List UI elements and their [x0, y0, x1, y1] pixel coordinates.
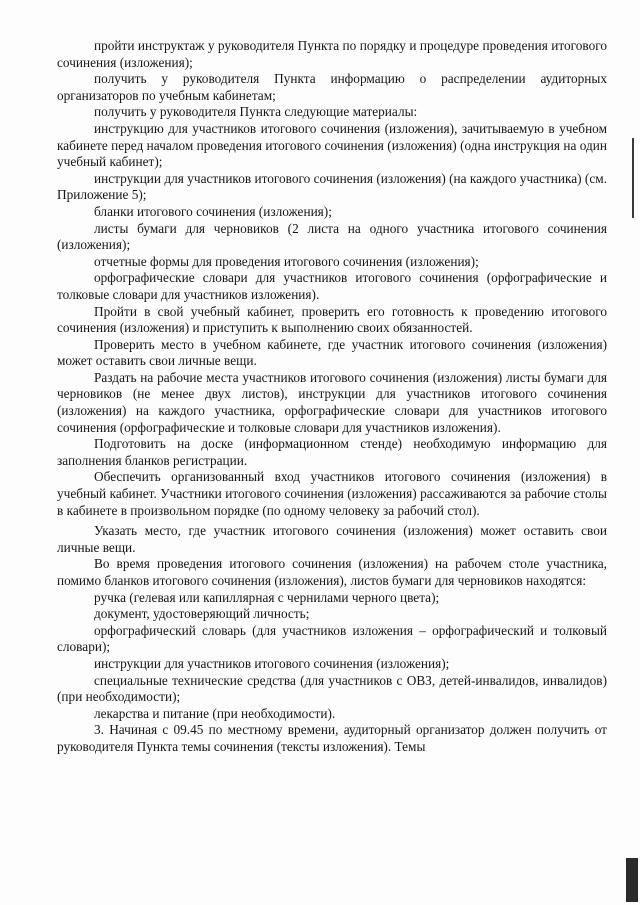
paragraph-10: Пройти в свой учебный кабинет, проверить его готовность к проведению итогового сочинения (изложения) и приступить к выполнению своих обязанностей. — [57, 303, 607, 336]
paragraph-9: орфографические словари для участников итогового сочинения (орфографические и толковые словари для участников изложения). — [57, 270, 607, 302]
paragraph-11: Проверить место в учебном кабинете, где участник итогового сочинения (изложения) может оставить свои личные вещи. — [57, 336, 607, 369]
paragraph-23: 3. Начиная с 09.45 по местному времени, аудиторный организатор должен получить от руководителя Пункта темы сочинения (тексты изложения). Темы — [57, 722, 607, 754]
paragraph-15: Указать место, где участник итогового сочинения (изложения) может оставить свои личные вещи. — [57, 523, 607, 555]
paragraph-8: отчетные формы для проведения итогового сочинения (изложения); — [94, 253, 479, 269]
paragraph-14: Обеспечить организованный вход участников итогового сочинения (изложения) в учебный кабинет. Участники итогового сочинения (изложения) рассаживаются за рабочие столы в кабинете в произвольном порядке (по одному человеку за рабочий стол). — [57, 469, 607, 518]
paragraph-18: документ, удостоверяющий личность; — [94, 606, 310, 622]
document-body — [57, 38, 607, 756]
scan-corner-mark — [626, 858, 638, 902]
paragraph-7: листы бумаги для черновиков (2 листа на одного участника итогового сочинения (изложения); — [57, 220, 607, 253]
paragraph-3: получить у руководителя Пункта следующие материалы: — [94, 104, 418, 120]
paragraph-17: ручка (гелевая или капиллярная с чернилами черного цвета); — [94, 589, 440, 605]
paragraph-20: инструкции для участников итогового сочинения (изложения); — [94, 655, 450, 671]
paragraph-2: получить у руководителя Пункта информацию о распределении аудиторных организаторов по учебным кабинетам; — [57, 71, 607, 103]
paragraph-13: Подготовить на доске (информационном стенде) необходимую информацию для заполнения бланков регистрации. — [57, 436, 607, 468]
paragraph-12: Раздать на рабочие места участников итогового сочинения (изложения) листы бумаги для черновиков (не менее двух листов), инструкции для участников итогового сочинения (изложения) на каждого участника, орфографические словари для участников итогового сочинения (орфографические и толковые словари для участников изложения). — [57, 369, 607, 435]
paragraph-16: Во время проведения итогового сочинения (изложения) на рабочем столе участника, помимо бланков итогового сочинения (изложения), листов бумаги для черновиков находятся: — [57, 556, 607, 588]
paragraph-5: инструкции для участников итогового сочинения (изложения) (на каждого участника) (см. Приложение 5); — [57, 170, 607, 203]
paragraph-4: инструкцию для участников итогового сочинения (изложения), зачитываемую в учебном кабинете перед началом проведения итогового сочинения (изложения) (одна инструкция на один учебный кабинет); — [57, 120, 607, 170]
paragraph-21: специальные технические средства (для участников с ОВЗ, детей-инвалидов, инвалидов) (при необходимости); — [57, 672, 607, 705]
paragraph-19: орфографический словарь (для участников изложения – орфографический и толковый словари); — [57, 622, 607, 655]
paragraph-22: лекарства и питание (при необходимости). — [94, 705, 336, 721]
paragraph-1: пройти инструктаж у руководителя Пункта по порядку и процедуре проведения итогового сочинения (изложения); — [57, 38, 607, 70]
paragraph-6: бланки итогового сочинения (изложения); — [94, 203, 332, 219]
scan-edge-mark — [632, 138, 634, 218]
